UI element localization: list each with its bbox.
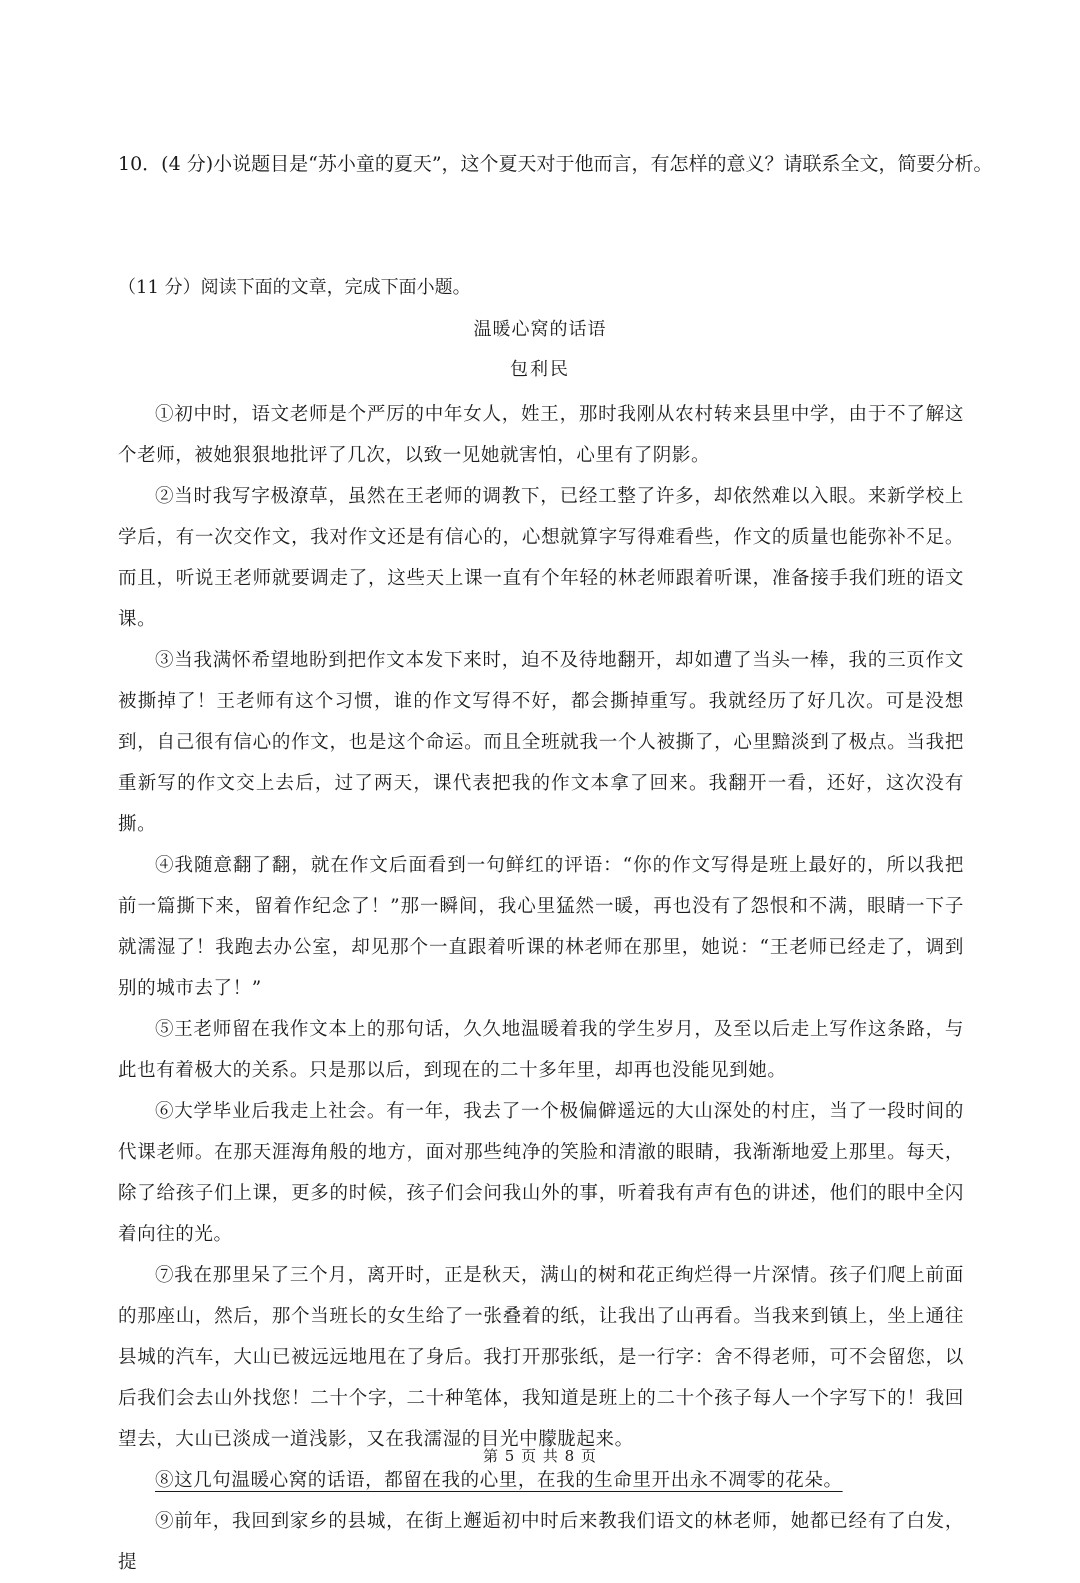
paragraph-9: ⑨前年，我回到家乡的县城，在街上邂逅初中时后来教我们语文的林老师，她都已经有了白发，提: [118, 1511, 964, 1573]
paragraph-2: ②当时我写字极潦草，虽然在王老师的调教下，已经工整了许多，却依然难以入眼。来新学校上学后，有一次交作文，我对作文还是有信心的，心想就算字写得难看些，作文的质量也能弥补不足。而且，听说王老师就要调走了，这些天上课一直有个年轻的林老师跟着听课，准备接手我们班的语文课。: [118, 486, 964, 630]
paragraph-1: ①初中时，语文老师是个严厉的中年女人，姓王，那时我刚从农村转来县里中学，由于不了解这个老师，被她狠狠地批评了几次，以致一见她就害怕，心里有了阴影。: [118, 404, 964, 466]
paragraph-4: ④我随意翻了翻，就在作文后面看到一句鲜红的评语：“你的作文写得是班上最好的，所以我把前一篇撕下来，留着作纪念了！”那一瞬间，我心里猛然一暖，再也没有了怨恨和不满，眼睛一下子就濡湿了！我跑去办公室，却见那个一直跟着听课的林老师在那里，她说：“王老师已经走了，调到别的城市去了！”: [118, 855, 964, 999]
article-author: 包利民: [510, 359, 570, 380]
question-10: 10．(4 分)小说题目是“苏小童的夏天”，这个夏天对于他而言，有怎样的意义？请联系全文，简要分析。: [118, 153, 993, 175]
paragraph-3: ③当我满怀希望地盼到把作文本发下来时，迫不及待地翻开，却如遭了当头一棒，我的三页作文被撕掉了！王老师有这个习惯，谁的作文写得不好，都会撕掉重写。我就经历了好几次。可是没想到，自己很有信心的作文，也是这个命运。而且全班就我一个人被撕了，心里黯淡到了极点。当我把重新写的作文交上去后，过了两天，课代表把我的作文本拿了回来。我翻开一看，还好，这次没有撕。: [118, 650, 964, 835]
page-footer: 第 5 页 共 8 页: [483, 1447, 597, 1465]
paragraph-8-text: ⑧这几句温暖心窝的话语，都留在我的心里，在我的生命里开出永不凋零的花朵。: [155, 1470, 843, 1491]
article-title: 温暖心窝的话语: [473, 319, 607, 340]
paragraph-7: ⑦我在那里呆了三个月，离开时，正是秋天，满山的树和花正绚烂得一片深情。孩子们爬上前面的那座山，然后，那个当班长的女生给了一张叠着的纸，让我出了山再看。当我来到镇上，坐上通往县城的汽车，大山已被远远地甩在了身后。我打开那张纸，是一行字：舍不得老师，可不会留您，以后我们会去山外找您！二十个字，二十种笔体，我知道是班上的二十个孩子每人一个字写下的！我回望去，大山已淡成一道浅影，又在我濡湿的目光中朦胧起来。: [118, 1265, 964, 1450]
reading-section-heading: （11 分）阅读下面的文章，完成下面小题。: [118, 277, 471, 298]
article-body: [118, 394, 964, 1583]
paragraph-6: ⑥大学毕业后我走上社会。有一年，我去了一个极偏僻遥远的大山深处的村庄，当了一段时间的代课老师。在那天涯海角般的地方，面对那些纯净的笑脸和清澈的眼睛，我渐渐地爱上那里。每天，除了给孩子们上课，更多的时候，孩子们会问我山外的事，听着我有声有色的讲述，他们的眼中全闪着向往的光。: [118, 1101, 964, 1245]
paragraph-5: ⑤王老师留在我作文本上的那句话，久久地温暖着我的学生岁月，及至以后走上写作这条路，与此也有着极大的关系。只是那以后，到现在的二十多年里，却再也没能见到她。: [118, 1019, 964, 1081]
